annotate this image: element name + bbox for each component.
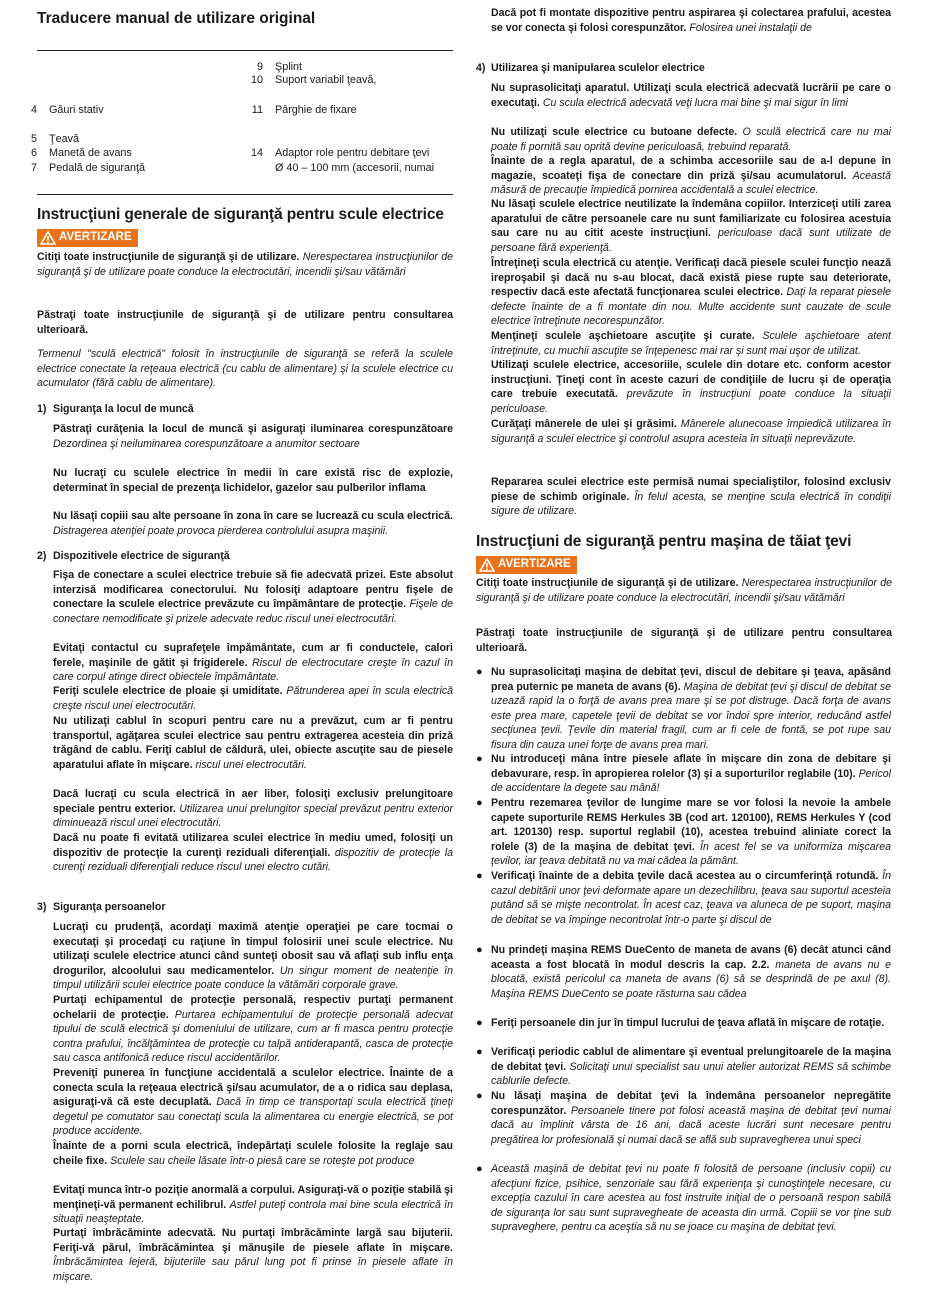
paragraph: Înainte de a porni scula electrică, îndepărtaţi sculele folosite la reglaje sau cheile fixe. Sculele sau cheile lăsate într-o piesă care se roteşte pot produce (53, 1140, 453, 1167)
bullet-item: Verificaţi periodic cablul de alimentare şi eventual prelungitoarele de la maşina de debitat ţevi. Solicitaţi unui specialist sau unui atelier autorizat REMS să schimbe cablurile defecte. (491, 1046, 891, 1088)
paragraph: Evitaţi contactul cu suprafeţele împământate, cum ar fi conductele, calori ferele, maşinile de gătit şi frigiderele. Riscul de electrocutare creşte în cazul în care corpul atinge direct obiectele împământate. (53, 642, 453, 684)
part-item: 9 Şplint (256, 61, 303, 73)
paragraph: Purtaţi echipamentul de protecţie personală, respectiv purtaţi permanent ochelarii de protecţie. Purtarea echipamentului de protecţie personală adecvat tipului de sculă electrică şi domeniului de utilizare, cum ar fi masca pentru protecţie contra prafului, încălţămintea de protecţie cu talpă antiderapantă, casca de protecţie sau casca antifonică reduce riscul accidentărilor. (53, 994, 453, 1065)
keep-instructions: Păstraţi toate instrucţiunile de siguranţă şi de utilizare pentru consultarea ulterioară. (476, 627, 892, 654)
paragraph: Nu lăsaţi sculele electrice neutilizate la îndemâna copiilor. Interziceţi utili zarea aparatului de către persoanele care nu sunt familiarizate cu folosirea acestuia sau care nu au citit aceste instrucţiuni. periculoase dacă sunt utilizate de persoane fără experienţă. (491, 198, 891, 254)
bullet-item: Această maşină de debitat ţevi nu poate fi folosită de persoane (inclusiv copii) cu afecţiuni fizice, psihice, senzoriale sau fără experienţa şi cunoştinţele necesare, cu excepţia cazului în care acestea au fost instruite iniţial de o persoană respon sabilă de siguranţa lor sau sunt supravegheate de aceasta din urmă. Copiii se vor ţine sub supraveghere, pentru ca aceştia să nu se joace cu maşina de debitat ţevi. (491, 1163, 891, 1234)
paragraph: Purtaţi îmbrăcăminte adecvată. Nu purtaţi îmbrăcăminte largă sau bijuterii. Feriţi-vă părul, îmbrăcămintea şi mănuşile de piesele aflate în mişcare. Îmbrăcămintea lejeră, bijuteriile sau părul lung pot fi prinse în piesele aflate în mişcare. (53, 1227, 453, 1283)
bullet-icon: ● (476, 870, 483, 882)
bullet-icon: ● (476, 1046, 483, 1058)
paragraph: Păstraţi curăţenia la locul de muncă şi asiguraţi iluminarea corespunzătoare Dezordinea şi neiluminarea corespunzătoare a anumitor sectoare (53, 423, 453, 450)
bullet-item: Feriţi persoanele din jur în timpul lucrului de ţeava aflată în mişcare de rotaţie. (491, 1017, 885, 1029)
paragraph: Nu utilizaţi scule electrice cu butoane defecte. O sculă electrică care nu mai poate fi pornită sau oprită devine periculoasă, trebuind reparată. (491, 126, 891, 153)
section-number: 4) (476, 62, 486, 74)
bullet-icon: ● (476, 797, 483, 809)
keep-instructions: Păstraţi toate instrucţiunile de siguranţă şi de utilizare pentru consultarea ulterioară. (37, 309, 453, 336)
paragraph: Fişa de conectare a sculei electrice trebuie să fie adecvată prizei. Este absolut interzisă modificarea conectorului. Nu folosiţi adaptoare pentru fişele de conectare la sculele electrice prevăzute cu împământare de protecţie. Fişele de conectare nemodificate şi prizele adecvate reduc riscul unei electrocutări. (53, 569, 453, 625)
bullet-item: Pentru rezemarea ţevilor de lungime mare se vor folosi la nevoie la ambele capete suporturile REMS Herkules 3B (cod art. 120100), REMS Herkules Y (cod art. 120130) resp. suportul reglabil (10), acestea trebuind aliniate corect la rolele (3) de la maşina de debitat ţevi. În acest fel se va uniformiza mişcarea ţevilor, iar ţeava debitată nu va mai cădea la pământ. (491, 797, 891, 868)
section-number: 2) (37, 550, 47, 562)
paragraph: Lucraţi cu prudenţă, acordaţi maximă atenţie operaţiei pe care tocmai o executaţi şi procedaţi cu raţiune în timpul folosirii unei scule electrice. Nu utilizaţi sculele electrice atunci când sunteţi obosit sau vă aflaţi sub influ enţa drogurilor, alcoolului sau medicamentelor. Un singur moment de neatenţie în timpul utilizării sculei electrice poate conduce la vătămări corporale grave. (53, 921, 453, 992)
paragraph: Nu utilizaţi cablul în scopuri pentru care nu a prevăzut, cum ar fi pentru transportul, agăţarea sculei electrice sau pentru extragerea acesteia din priză trăgând de cablu. Feriţi cablul de căldură, ulei, obiecte ascuţite sau de piesele aparatului aflate în mişcare. riscul unei electrocutări. (53, 715, 453, 771)
part-item: 14 Adaptor role pentru debitare ţevi (250, 147, 430, 159)
paragraph: Întreţineţi scula electrică cu atenţie. Verificaţi dacă piesele sculei funcţio nează ireproşabil şi dacă nu s-au blocat, dacă există piese rupte sau deteriorate, respectiv dacă este afectată funcţionarea sculei electrice. Daţi la reparat piesele defecte înainte de a fi montate din nou. Multe accidente sunt cauzate de scule electrice întreţinute necorespunzător. (491, 257, 891, 328)
section-heading: Siguranţa la locul de muncă (53, 403, 194, 415)
paragraph: Utilizaţi sculele electrice, accesoriile, sculele din dotare etc. conform acestor instrucţiuni. Ţineţi cont în aceste cazuri de condiţiile de lucru şi de operaţia care trebuie executată. prevăzute în instrucţiuni poate conduce la situaţii periculoase. (491, 359, 891, 415)
paragraph: Nu lucraţi cu sculele electrice în medii în care există risc de explozie, determinat în special de prezenţa lichidelor, gazelor sau pulberilor inflama (53, 467, 453, 494)
part-item: 11 Pârghie de fixare (251, 104, 357, 116)
bullet-item: Verificaţi înainte de a debita ţevile dacă acestea au o circumferinţă rotundă. În cazul debitării unor ţevi deformate apare un dezechilibru, ţeava sau suportul acesteia putând să se mişte necontrolat. În acest caz, ţeava va aluneca de pe suport, maşina de debitat se va împinge necontrolat într-o parte şi discul de (491, 870, 891, 926)
paragraph: Dacă lucraţi cu scula electrică în aer liber, folosiţi exclusiv prelungitoare speciale pentru exterior. Utilizarea unui prelungitor special prevăzut pentru exterior diminuează riscul unei electrocutări. (53, 788, 453, 830)
bullet-item: Nu prindeţi maşina REMS DueCento de maneta de avans (6) decât atunci când aceasta a fost blocată în modul descris la cap. 2.2. maneta de avans nu e blocată, există pericolul ca maneta de avans (6) să se desprindă de pe axul (8). Maşina REMS DueCento se poate răsturna sau cădea (491, 944, 892, 1000)
section-title-pipe-cutter: Instrucţiuni de siguranţă pentru maşina de tăiat ţevi (476, 533, 852, 550)
paragraph: Menţineţi sculele aşchietoare ascuţite şi curate. Sculele aşchietoare atent întreţinute, cu muchii ascuţite se înţepenesc mai rar şi sunt mai uşor de utilizat. (491, 330, 891, 357)
bullet-item: Nu lăsaţi maşina de debitat ţevi la îndemâna persoanelor nepregătite corespunzător. Persoanele tinere pot folosi această maşina de debitat ţevi numai dacă au împlinit vârsta de 16 ani, dacă aceste lucrări sunt necesare pentru pregătirea lor profesională şi numai dacă se află sub supravegherea unui speci (491, 1090, 891, 1146)
paragraph: Dacă pot fi montate dispozitive pentru aspirarea şi colectarea prafului, acestea se vor conecta şi folosi corespunzător. Folosirea unei instalaţii de (491, 7, 891, 34)
part-item: Ø 40 – 100 mm (accesorii, numai (275, 162, 435, 174)
paragraph: Feriţi sculele electrice de ploaie şi umiditate. Pătrunderea apei în scula electrică creşte riscul unei electrocutări. (53, 685, 454, 712)
read-instructions: Citiţi toate instrucţiunile de siguranţă şi de utilizare. Nerespectarea instrucţiunilor de siguranţă şi de utilizare poate conduce la electrocutări, incendii şi/sau vătămări (476, 577, 892, 604)
part-item: 5 Ţeavă (30, 133, 80, 145)
divider (37, 194, 453, 195)
paragraph: Preveniţi punerea în funcţiune accidentală a sculelor electrice. Înainte de a conecta scula la reţeaua electrică şi/sau acumulator, de a o ridica sau deplasa, asiguraţi-vă că este decuplată. Dacă în timp ce transportaţi scula electrică ţineţi degetul pe comutator sau conectaţi scula la alimentarea cu energie electrică, se pot produce accidente. (53, 1067, 453, 1138)
bullet-icon: ● (476, 1090, 483, 1102)
section-title-general: Instrucţiuni generale de siguranţă pentru scule electrice (37, 206, 444, 223)
part-item: 6 Manetă de avans (30, 147, 132, 159)
bullet-icon: ● (476, 666, 483, 678)
bullet-icon: ● (476, 1017, 483, 1029)
paragraph: Curăţaţi mânerele de ulei şi grăsimi. Mânerele alunecoase împiedică utilizarea în siguranţă a sculei electrice şi controlul asupra acesteia în situaţii neprevăzute. (491, 418, 891, 445)
warning-badge: AVERTIZARE (37, 229, 138, 250)
divider (37, 50, 453, 51)
bullet-item: Nu introduceţi mâna între piesele aflate în mişcare din zona de debitare şi debavurare, resp. în apropierea rolelor (3) şi a suporturilor reglabile (10). Pericol de accidentare la degete sau mână! (491, 753, 891, 795)
warning-icon (40, 231, 56, 245)
paragraph: Repararea sculei electrice este permisă numai specialiştilor, folosind exclusiv piese de schimb originale. În felul acesta, se menţine scula electrică în condiţii sigure de utilizare. (491, 476, 891, 518)
paragraph: Dacă nu poate fi evitată utilizarea sculei electrice în mediu umed, folosiţi un dispozitiv de protecţie la curenţi reziduali diferenţiali. dispozitiv de protecţie la curenţi reziduali diferenţiali reduce riscul unei electro cutări. (53, 832, 453, 874)
section-heading: Utilizarea şi manipularea sculelor electrice (491, 62, 705, 74)
paragraph: Nu lăsaţi copiii sau alte persoane în zona în care se lucrează cu scula electrică. Distragerea atenţiei poate provoca pierderea controlului asupra maşinii. (53, 510, 453, 537)
page-title: Traducere manual de utilizare original (37, 10, 316, 27)
paragraph: Înainte de a regla aparatul, de a schimba accesoriile sau de a-l depune în magazie, scoateţi fişa de conectare din priză şi/sau acumulatorul. Această măsură de precauţie împiedică pornirea accidentală a sculei electrice. (491, 155, 891, 197)
bullet-icon: ● (476, 753, 483, 765)
read-instructions: Citiţi toate instrucţiunile de siguranţă şi de utilizare. Nerespectarea instrucţiunilor de siguranţă şi de utilizare poate conduce la electrocutări, incendii şi/sau vătămări (37, 251, 453, 278)
paragraph: Evitaţi munca într-o poziţie anormală a corpului. Asiguraţi-vă o poziţie stabilă şi menţineţi-vă permanent echilibrul. Astfel puteţi controla mai bine scula electrică în situaţii neaşteptate. (53, 1184, 453, 1226)
part-item: 7 Pedală de siguranţă (30, 162, 146, 174)
bullet-icon: ● (476, 944, 483, 956)
part-item: 10 Suport variabil ţeavă, (250, 74, 377, 86)
bullet-icon: ● (476, 1163, 483, 1175)
term-definition: Termenul "sculă electrică" folosit în instrucţiunile de siguranţă se referă la sculele electrice conectate la reţeaua electrică (cu cablu de alimentare) şi la sculele electrice cu acumulator (fără cablu de alimentare). (37, 348, 453, 390)
section-heading: Siguranţa persoanelor (53, 901, 166, 913)
paragraph: Nu suprasolicitaţi aparatul. Utilizaţi scula electrică adecvată lucrării pe care o executaţi. Cu scula electrică adecvată veţi lucra mai bine şi mai sigur în limi (491, 82, 891, 109)
section-heading: Dispozitivele electrice de siguranţă (53, 550, 230, 562)
section-number: 3) (37, 901, 47, 913)
section-number: 1) (37, 403, 47, 415)
warning-icon (479, 558, 495, 572)
bullet-item: Nu suprasolicitaţi maşina de debitat ţevi, discul de debitare şi ţeava, apăsând prea puternic pe maneta de avans (6). Maşina de debitat ţevi şi discul de debitat se uzează rapid la o forţă de avans prea mare şi se pot distruge. Dacă forţa de avans este prea mare, capetele ţevii de debitat se vor îndoi spre interior, reducând astfel secţiunea ţevii. Ţevile din material fragil, cum ar fi cele de fontă, se pot rupe sau fisura din cauza unei forţe de avans prea mari. (491, 666, 892, 752)
warning-badge: AVERTIZARE (476, 556, 577, 577)
part-item: 4 Găuri stativ (30, 104, 104, 116)
